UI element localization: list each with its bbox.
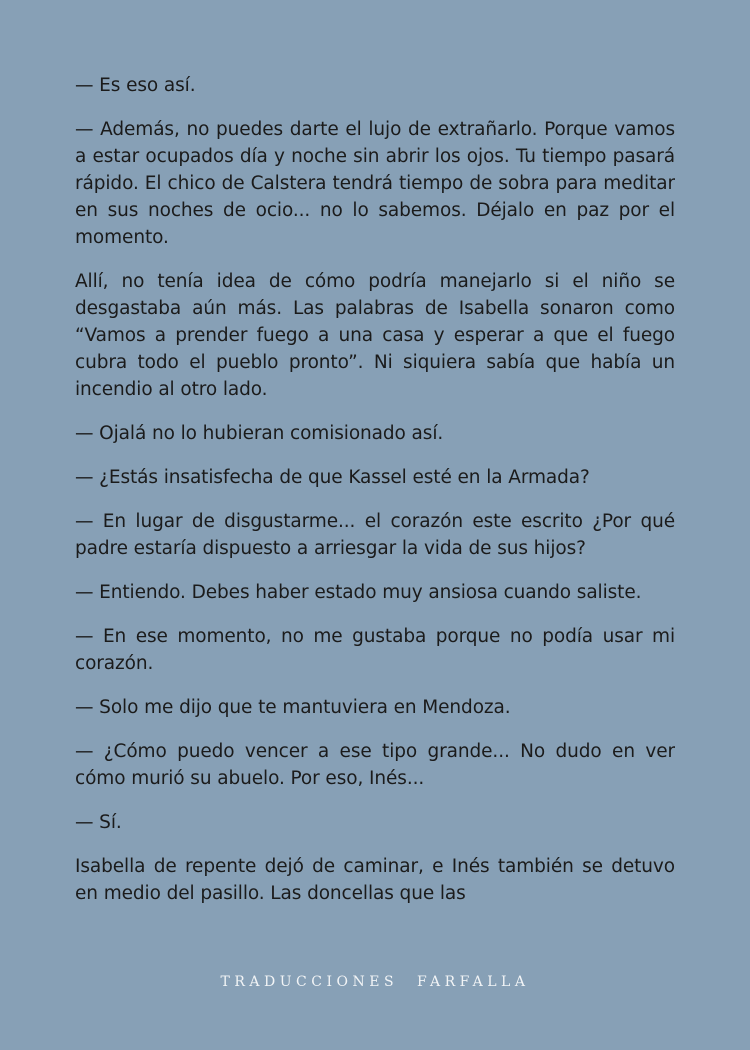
- paragraph: Allí, no tenía idea de cómo podría manejarlo si el niño se desgastaba aún más. Las palabras de Isabella sonaron como “Vamos a prender fuego a una casa y esperar a que el fuego cubra todo el pueblo pronto”. Ni siquiera sabía que había un incendio al otro lado.: [75, 271, 675, 400]
- page-footer: TRADUCCIONES FARFALLA: [220, 974, 530, 990]
- paragraph: — Es eso así.: [75, 75, 196, 96]
- paragraph: — Sí.: [75, 812, 122, 833]
- paragraph: — En ese momento, no me gustaba porque no podía usar mi corazón.: [75, 626, 675, 674]
- paragraph: — En lugar de disgustarme... el corazón este escrito ¿Por qué padre estaría dispuesto a arriesgar la vida de sus hijos?: [75, 511, 675, 559]
- paragraph: — Además, no puedes darte el lujo de extrañarlo. Porque vamos a estar ocupados día y noche sin abrir los ojos. Tu tiempo pasará rápido. El chico de Calstera tendrá tiempo de sobra para meditar en sus noches de ocio... no lo sabemos. Déjalo en paz por el momento.: [75, 119, 675, 248]
- paragraph: — Solo me dijo que te mantuviera en Mendoza.: [75, 697, 511, 718]
- paragraph: — Ojalá no lo hubieran comisionado así.: [75, 423, 444, 444]
- paragraph: — ¿Estás insatisfecha de que Kassel esté en la Armada?: [75, 467, 590, 488]
- paragraph: Isabella de repente dejó de caminar, e Inés también se detuvo en medio del pasillo. Las doncellas que las: [75, 856, 675, 904]
- page-body: [75, 72, 675, 970]
- paragraph: — ¿Cómo puedo vencer a ese tipo grande... No dudo en ver cómo murió su abuelo. Por eso, Inés...: [75, 741, 675, 789]
- paragraph: — Entiendo. Debes haber estado muy ansiosa cuando saliste.: [75, 582, 642, 603]
